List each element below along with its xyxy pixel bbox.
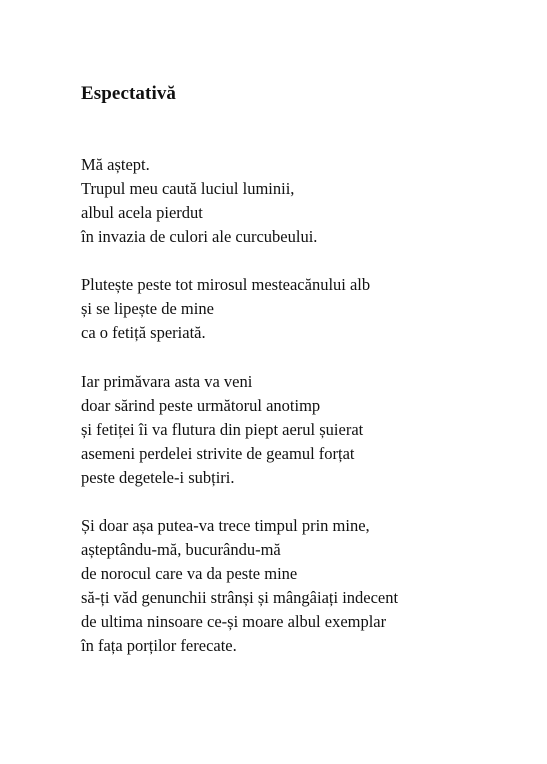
poem-line: și fetiței îi va flutura din piept aerul șuierat bbox=[81, 420, 364, 439]
poem-line: doar sărind peste următorul anotimp bbox=[81, 396, 321, 415]
poem-line: ca o fetiță speriată. bbox=[81, 323, 206, 342]
poem-line: Iar primăvara asta va veni bbox=[81, 372, 253, 391]
poem-line: Mă aștept. bbox=[81, 155, 150, 174]
stanza-2 bbox=[81, 273, 370, 345]
poem-line: să-ți văd genunchii strânși și mângâiați indecent bbox=[81, 588, 399, 607]
poem-line: de norocul care va da peste mine bbox=[81, 564, 298, 583]
poem-line: de ultima ninsoare ce-și moare albul exemplar bbox=[81, 612, 387, 631]
poem-line: și se lipește de mine bbox=[81, 299, 214, 318]
poem-line: Și doar așa putea-va trece timpul prin mine, bbox=[81, 516, 370, 535]
poem-line: așteptându-mă, bucurându-mă bbox=[81, 540, 281, 559]
poem-line: asemeni perdelei strivite de geamul forțat bbox=[81, 444, 355, 463]
stanza-4 bbox=[81, 514, 398, 658]
poem-line: în invazia de culori ale curcubeului. bbox=[81, 227, 318, 246]
poem-line: albul acela pierdut bbox=[81, 203, 203, 222]
poem-title: Espectativă bbox=[81, 83, 177, 104]
poem-line: peste degetele-i subțiri. bbox=[81, 468, 235, 487]
stanza-1 bbox=[81, 153, 317, 249]
poem-line: în fața porților ferecate. bbox=[81, 636, 237, 655]
poem-line: Plutește peste tot mirosul mesteacănului alb bbox=[81, 275, 371, 294]
poem-line: Trupul meu caută luciul luminii, bbox=[81, 179, 295, 198]
stanza-3 bbox=[81, 370, 363, 490]
